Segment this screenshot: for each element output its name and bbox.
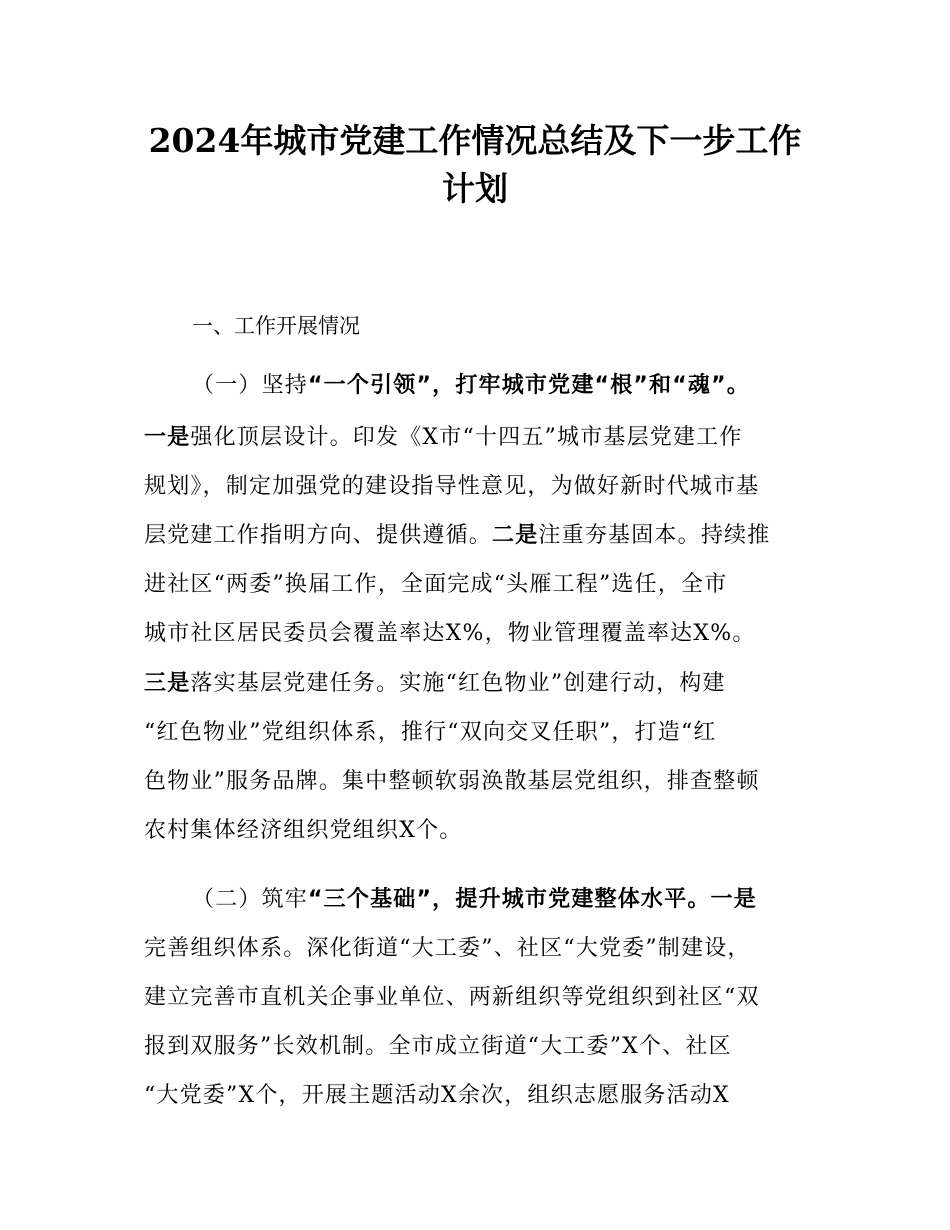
paragraph-2-lead: “三个基础”，提升城市党建整体水平。一是 (308, 887, 757, 912)
paragraph-1-line-10: 农村集体经济组织党组织X个。 (144, 818, 463, 843)
paragraph-1-line-4 (144, 516, 770, 556)
text-span: 注重夯基固本。持续推 (538, 523, 771, 548)
paragraph-2-line-2: 完善组织体系。深化街道“大工委”、社区“大党委”制建设， (144, 936, 751, 961)
paragraph-1-line-8: “红色物业”党组织体系，推行“双向交叉任职”，打造“红 (144, 720, 717, 745)
paragraph-2-label: （二）筑牢 (192, 887, 309, 912)
text-span: 落实基层党建任务。实施“红色物业”创建行动，构建 (190, 671, 726, 696)
section-heading-work-status: 一、工作开展情况 (192, 314, 360, 338)
document-title-line-1: 2024年城市党建工作情况总结及下一步工作 (148, 121, 802, 160)
paragraph-2-line-1 (192, 880, 757, 920)
text-span: 层党建工作指明方向、提供遵循。 (144, 523, 493, 548)
point-one-label: 一是 (144, 425, 191, 450)
paragraph-1-label: （一）坚持 (192, 373, 309, 398)
paragraph-2-line-4: 报到双服务”长效机制。全市成立街道“大工委”X个、社区 (144, 1034, 732, 1059)
document-title-line-2: 计划 (442, 169, 508, 208)
paragraph-2-line-3: 建立完善市直机关企事业单位、两新组织等党组织到社区“双 (144, 985, 760, 1010)
paragraph-1-line-1 (192, 366, 750, 406)
point-two-label: 二是 (492, 523, 539, 548)
paragraph-1-line-9: 色物业”服务品牌。集中整顿软弱涣散基层党组织，排查整顿 (144, 769, 760, 794)
paragraph-1-line-5: 进社区“两委”换届工作，全面完成“头雁工程”选任，全市 (144, 572, 728, 597)
paragraph-2-line-5: “大党委”X个，开展主题活动X余次，组织志愿服务活动X (144, 1083, 730, 1108)
paragraph-1-line-6: 城市社区居民委员会覆盖率达X%，物业管理覆盖率达X%。 (144, 621, 756, 646)
paragraph-1-line-3: 规划》，制定加强党的建设指导性意见，为做好新时代城市基 (144, 474, 760, 499)
point-three-label: 三是 (144, 671, 191, 696)
paragraph-1-line-7 (144, 664, 726, 704)
text-span: 强化顶层设计。印发《X市“十四五”城市基层党建工作 (190, 425, 743, 450)
paragraph-1-line-2 (144, 418, 743, 458)
paragraph-1-lead: “一个引领”，打牢城市党建“根”和“魂”。 (308, 373, 750, 398)
